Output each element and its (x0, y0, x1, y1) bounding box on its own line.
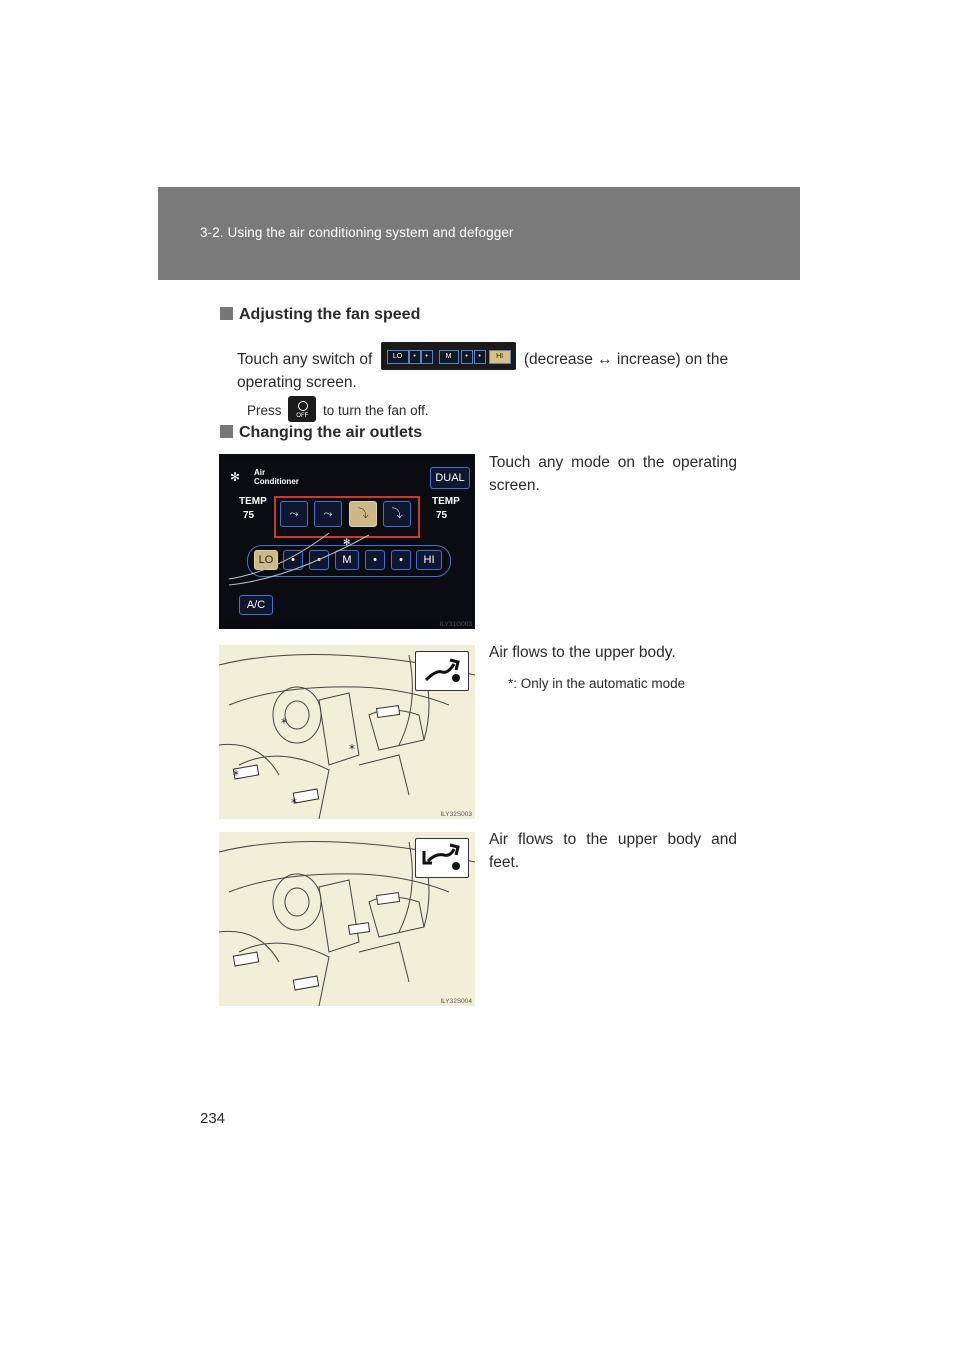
figure-code: ILY32S004 (440, 998, 472, 1005)
fan-dot-segment: • (461, 350, 473, 364)
upper-body-mode-icon (415, 651, 469, 691)
ac-screen-title: Air Conditioner (254, 468, 299, 486)
svg-text:*: * (291, 796, 297, 810)
mode-face-button: ⤳ (280, 501, 308, 527)
automatic-mode-note: *: Only in the automatic mode (508, 676, 686, 691)
ac-screen-display (219, 461, 475, 619)
air-outlets-heading: Changing the air outlets (220, 424, 422, 442)
mode-feet-defrost-button: ⤵ (383, 501, 411, 527)
screen-fan-hi: HI (416, 550, 442, 570)
screen-fan-m: M (335, 550, 359, 570)
upper-body-feet-description: Air flows to the upper body and feet. (489, 831, 737, 871)
fan-hi-segment: HI (489, 350, 511, 364)
mode-feet-button: ⤵ (349, 501, 377, 527)
fan-off-note: Press OFF to turn the fan off. (247, 396, 429, 422)
square-bullet-icon (220, 307, 233, 320)
fan-dot-segment: • (409, 350, 421, 364)
upper-body-description: Air flows to the upper body. (489, 644, 676, 661)
temp-left-label: TEMP (239, 496, 267, 507)
fan-dot-segment: • (421, 350, 433, 364)
fan-speed-instruction: Touch any switch of LO • • M • • HI (decrease ↔ increase) on the operating screen. (237, 342, 737, 394)
figure-code: ILY32S003 (440, 811, 472, 818)
section-title: 3-2. Using the air conditioning system and defogger (200, 225, 514, 240)
svg-text:*: * (281, 716, 287, 730)
fan-speed-icon: ✻ (343, 537, 351, 547)
temp-left-value: 75 (243, 510, 255, 521)
pointer-arrow-icon (219, 461, 475, 619)
ac-button: A/C (239, 595, 273, 615)
screen-fan-dot: • (283, 550, 303, 570)
upper-body-feet-illustration (219, 832, 475, 1006)
screen-fan-lo: LO (254, 550, 278, 570)
svg-text:*: * (349, 742, 355, 756)
square-bullet-icon (220, 425, 233, 438)
mode-instruction: Touch any mode on the operating screen. (489, 454, 737, 494)
fan-icon: ✻ (230, 470, 241, 484)
temp-right-value: 75 (436, 510, 448, 521)
figure-code: ILY31G003 (439, 621, 472, 628)
temp-right-label: TEMP (432, 496, 460, 507)
screen-fan-dot: • (365, 550, 385, 570)
upper-body-feet-mode-icon (415, 838, 469, 878)
screen-fan-dot: • (391, 550, 411, 570)
dual-button: DUAL (430, 467, 470, 489)
page-number: 234 (200, 1110, 226, 1127)
fan-off-icon: OFF (288, 396, 316, 422)
mode-face-feet-button: ⤳ (314, 501, 342, 527)
svg-text:*: * (233, 768, 239, 782)
section-header (158, 187, 800, 280)
upper-body-illustration (219, 645, 475, 819)
fan-speed-heading: Adjusting the fan speed (220, 306, 420, 324)
screen-fan-dot: • (309, 550, 329, 570)
fan-speed-switch-image (381, 342, 516, 370)
fan-dot-segment: • (474, 350, 486, 364)
fan-lo-segment: LO (387, 350, 409, 364)
ac-operating-screen-figure (219, 454, 475, 629)
fan-m-segment: M (439, 350, 459, 364)
